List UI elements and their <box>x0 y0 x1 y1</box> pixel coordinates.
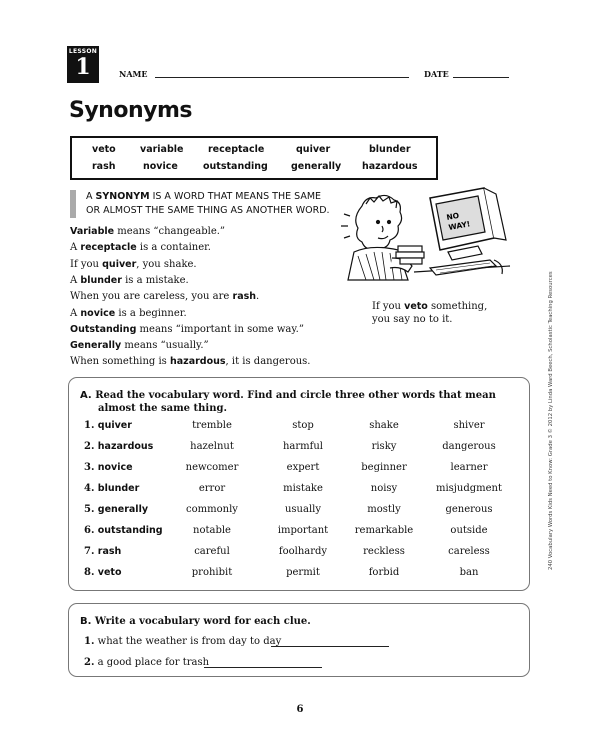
row-number: 8. <box>84 567 95 578</box>
illustration-caption <box>372 300 487 326</box>
definition-pre: A <box>70 307 81 319</box>
clue-2-answer-line[interactable] <box>204 667 322 668</box>
choice-word[interactable]: tremble <box>192 420 232 431</box>
part-b-instruction: Write a vocabulary word for each clue. <box>94 616 311 627</box>
choice-word[interactable]: careful <box>194 546 230 557</box>
word-bank-item: variable <box>140 144 184 155</box>
choice-word[interactable]: shake <box>369 420 399 431</box>
choice-word[interactable]: outside <box>450 525 488 536</box>
choice-word[interactable]: hazelnut <box>190 441 234 452</box>
definition-post: , you shake. <box>136 258 197 270</box>
definition-word: receptacle <box>80 242 137 254</box>
choice-word[interactable]: learner <box>450 462 488 473</box>
definition-pre: A <box>70 242 81 254</box>
clue-text: a good place for trash <box>97 657 210 668</box>
definition-line <box>70 226 225 237</box>
clue-2 <box>84 657 209 668</box>
boy-at-computer-illustration <box>332 186 512 298</box>
name-label: NAME <box>119 69 148 79</box>
definition-line <box>70 259 197 270</box>
definition-pre: A <box>70 274 81 286</box>
vocab-word-text: generally <box>97 504 149 515</box>
vocab-word-text: veto <box>97 567 122 578</box>
lesson-number: 1 <box>75 54 91 80</box>
part-b-letter: B. <box>80 616 92 627</box>
definition-line <box>70 275 189 286</box>
choice-word[interactable]: remarkable <box>354 525 414 536</box>
choice-word[interactable]: important <box>277 525 329 536</box>
choice-word[interactable]: risky <box>371 441 397 452</box>
definition-pre: When you are careless, you are <box>70 291 233 303</box>
vocab-word-text: rash <box>97 546 122 557</box>
definition-line <box>70 356 310 367</box>
lesson-label: LESSON <box>68 48 98 55</box>
word-bank-item: receptacle <box>208 144 265 155</box>
copyright-credit: 240 Vocabulary Words Kids Need to Know: Grade 3 © 2012 by Linda Ward Beech, Scholastic Teaching Resources <box>548 271 554 570</box>
row-number: 4. <box>84 483 95 494</box>
definition-word: Variable <box>70 226 115 237</box>
row-number: 5. <box>84 504 95 515</box>
date-field[interactable] <box>453 77 509 78</box>
caption-line2: you say no to it. <box>372 314 453 325</box>
definition-line <box>70 242 211 253</box>
definition-post: is a container. <box>136 242 211 254</box>
definition-line <box>70 291 259 302</box>
word-bank-item: hazardous <box>362 161 418 172</box>
clue-text: what the weather is from day to day <box>97 636 282 647</box>
definition-post: . <box>256 291 260 303</box>
definition-post: means “changeable.” <box>114 226 226 237</box>
definition-post: means “usually.” <box>121 340 209 352</box>
lesson-badge <box>67 46 99 83</box>
row-number: 1. <box>84 420 95 431</box>
part-a-line2: almost the same thing. <box>98 403 227 414</box>
choice-word[interactable]: stop <box>292 420 314 431</box>
definition-line <box>70 308 187 319</box>
word-bank-item: generally <box>291 161 342 172</box>
definition-word: hazardous <box>170 356 226 368</box>
definition-line <box>70 324 304 335</box>
word-bank-item: novice <box>143 161 178 172</box>
definition-word: Outstanding <box>70 323 137 335</box>
choice-word[interactable]: beginner <box>361 462 407 473</box>
part-a-instructions <box>80 389 496 415</box>
word-bank <box>70 136 438 180</box>
choice-word[interactable]: usually <box>284 504 322 515</box>
choice-word[interactable]: harmful <box>282 441 323 452</box>
choice-word[interactable]: mostly <box>367 504 401 515</box>
vocab-word-text: hazardous <box>97 441 154 452</box>
row-number: 7. <box>84 546 95 557</box>
part-a-line1: Read the vocabulary word. Find and circle three other words that mean <box>95 390 496 401</box>
definition-line <box>70 340 209 351</box>
vocab-word <box>84 546 121 557</box>
synonym-term: SYNONYM <box>95 191 150 202</box>
row-number: 6. <box>84 525 95 536</box>
synonym-definition <box>70 190 366 218</box>
clue-1-answer-line[interactable] <box>271 646 389 647</box>
caption-post: something, <box>427 301 488 312</box>
row-number: 2. <box>84 441 95 452</box>
definition-post: means “important in some way.” <box>136 323 304 335</box>
vocab-word-text: outstanding <box>97 525 163 536</box>
word-bank-item: veto <box>92 144 116 155</box>
caption-word: veto <box>404 301 428 312</box>
word-bank-item: outstanding <box>203 161 268 172</box>
choice-word[interactable]: expert <box>286 462 320 473</box>
word-bank-item: quiver <box>296 144 331 155</box>
definition-post: is a beginner. <box>115 307 187 319</box>
choice-word[interactable]: newcomer <box>185 462 239 473</box>
definition-post: , it is dangerous. <box>225 356 311 368</box>
choice-word[interactable]: foolhardy <box>278 546 328 557</box>
row-number: 3. <box>84 462 95 473</box>
choice-word[interactable]: careless <box>448 546 490 557</box>
vocab-word-text: blunder <box>97 483 140 494</box>
definition-pre: When something is <box>70 356 170 368</box>
screen-text-way: WAY! <box>447 219 471 232</box>
choice-word[interactable]: misjudgment <box>435 483 502 494</box>
definition-word: novice <box>80 307 116 319</box>
definition-word: rash <box>232 291 257 303</box>
definition-word: quiver <box>102 258 137 270</box>
choice-word[interactable]: ban <box>459 567 479 578</box>
choice-word[interactable]: noisy <box>370 483 398 494</box>
clue-number: 1. <box>84 636 95 647</box>
word-bank-item: rash <box>92 161 116 172</box>
vocab-word <box>84 483 139 494</box>
part-b-instruction-line <box>80 615 311 628</box>
word-bank-item: blunder <box>369 144 411 155</box>
synonym-line1: IS A WORD THAT MEANS THE SAME <box>149 191 322 202</box>
vocab-word-text: novice <box>97 462 133 473</box>
vocab-word <box>84 441 153 452</box>
choice-word[interactable]: mistake <box>283 483 323 494</box>
choice-word[interactable]: reckless <box>363 546 405 557</box>
page-title: Synonyms <box>69 98 192 123</box>
choice-word[interactable]: permit <box>286 567 320 578</box>
choice-word[interactable]: commonly <box>186 504 238 515</box>
vocab-word <box>84 504 148 515</box>
definition-word: Generally <box>70 340 122 352</box>
choice-word[interactable]: shiver <box>453 420 485 431</box>
vocab-word-text: quiver <box>97 420 132 431</box>
caption-pre: If you <box>372 301 405 312</box>
synonym-line2: OR ALMOST THE SAME THING AS ANOTHER WORD. <box>86 205 330 216</box>
choice-word[interactable]: forbid <box>368 567 400 578</box>
choice-word[interactable]: notable <box>193 525 231 536</box>
page-number: 6 <box>296 704 304 715</box>
vocab-word <box>84 420 132 431</box>
name-field[interactable] <box>155 77 409 78</box>
choice-word[interactable]: prohibit <box>191 567 233 578</box>
screen-text-no: NO <box>445 210 460 222</box>
clue-1 <box>84 636 281 647</box>
choice-word[interactable]: generous <box>445 504 493 515</box>
vocab-word <box>84 462 133 473</box>
part-a-letter: A. <box>80 390 92 401</box>
vocab-word <box>84 525 163 536</box>
definition-word: blunder <box>80 274 122 286</box>
choice-word[interactable]: error <box>198 483 226 494</box>
vocab-word <box>84 567 121 578</box>
definition-pre: If you <box>70 258 103 270</box>
choice-word[interactable]: dangerous <box>442 441 496 452</box>
synonym-prefix: A <box>86 191 96 202</box>
clue-number: 2. <box>84 657 95 668</box>
definition-post: is a mistake. <box>121 274 189 286</box>
date-label: DATE <box>424 69 449 79</box>
